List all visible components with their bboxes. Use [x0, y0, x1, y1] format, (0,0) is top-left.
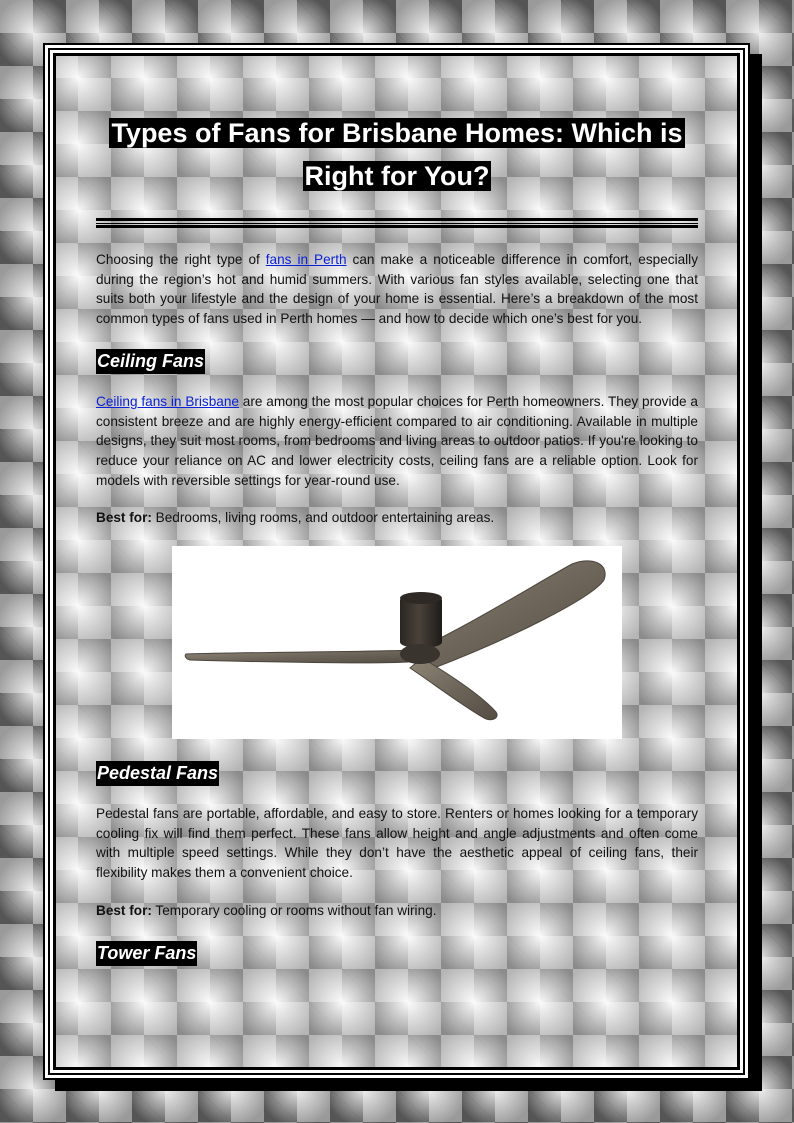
pedestal-best-for-label: Best for:: [96, 902, 152, 918]
ceiling-best-for-text: Bedrooms, living rooms, and outdoor entertaining areas.: [151, 510, 495, 526]
pedestal-fans-heading: [96, 761, 698, 786]
document-content: [96, 112, 698, 966]
ceiling-fan-image: [172, 546, 622, 739]
title-wrap: [96, 112, 698, 198]
title-divider: [96, 218, 698, 228]
ceiling-best-for: [96, 508, 698, 528]
ceiling-fans-text: are among the most popular choices for Perth homeowners. They provide a consistent breeze and are highly energy-efficient compared to air conditioning. Available in multiple designs, they suit most rooms, from bedrooms and living areas to outdoor patios. If you're looking to reduce your reliance on AC and lower electricity costs, ceiling fans are a reliable option. Look for models with reversible settings for year-round use.: [96, 393, 698, 488]
ceiling-best-for-label: Best for:: [96, 510, 152, 526]
pedestal-fans-heading-text: Pedestal Fans: [96, 761, 219, 786]
pedestal-best-for: [96, 901, 698, 921]
intro-text-after: can make a noticeable difference in comfort, especially during the region’s hot and humid summers. With various fan styles available, selecting one that suits both your lifestyle and the design of your home is essential. Here’s a breakdown of the most common types of fans used in Perth homes — and how to decide which one’s best for you.: [96, 252, 699, 327]
page-title: Types of Fans for Brisbane Homes: Which is Right for You?: [111, 118, 683, 191]
intro-paragraph: [96, 250, 698, 329]
ceiling-fan-illustration: [172, 546, 622, 739]
intro-text-before: Choosing the right type of: [96, 252, 266, 267]
pedestal-best-for-text: Temporary cooling or rooms without fan wiring.: [151, 902, 437, 918]
ceiling-fans-heading-text: Ceiling Fans: [96, 349, 205, 374]
ceiling-fans-brisbane-link[interactable]: Ceiling fans in Brisbane: [96, 393, 239, 409]
ceiling-fans-paragraph: [96, 392, 698, 491]
ceiling-fans-heading: [96, 349, 698, 374]
tower-fans-heading-text: Tower Fans: [96, 941, 197, 966]
pedestal-fans-paragraph: Pedestal fans are portable, affordable, and easy to store. Renters or homes looking for a temporary cooling fix will find them perfect. These fans allow height and angle adjustments and often come with multiple speed settings. While they don’t have the aesthetic appeal of ceiling fans, their flexibility makes them a convenient choice.: [96, 806, 698, 881]
tower-fans-heading: [96, 941, 698, 966]
fans-in-perth-link[interactable]: fans in Perth: [265, 252, 347, 267]
